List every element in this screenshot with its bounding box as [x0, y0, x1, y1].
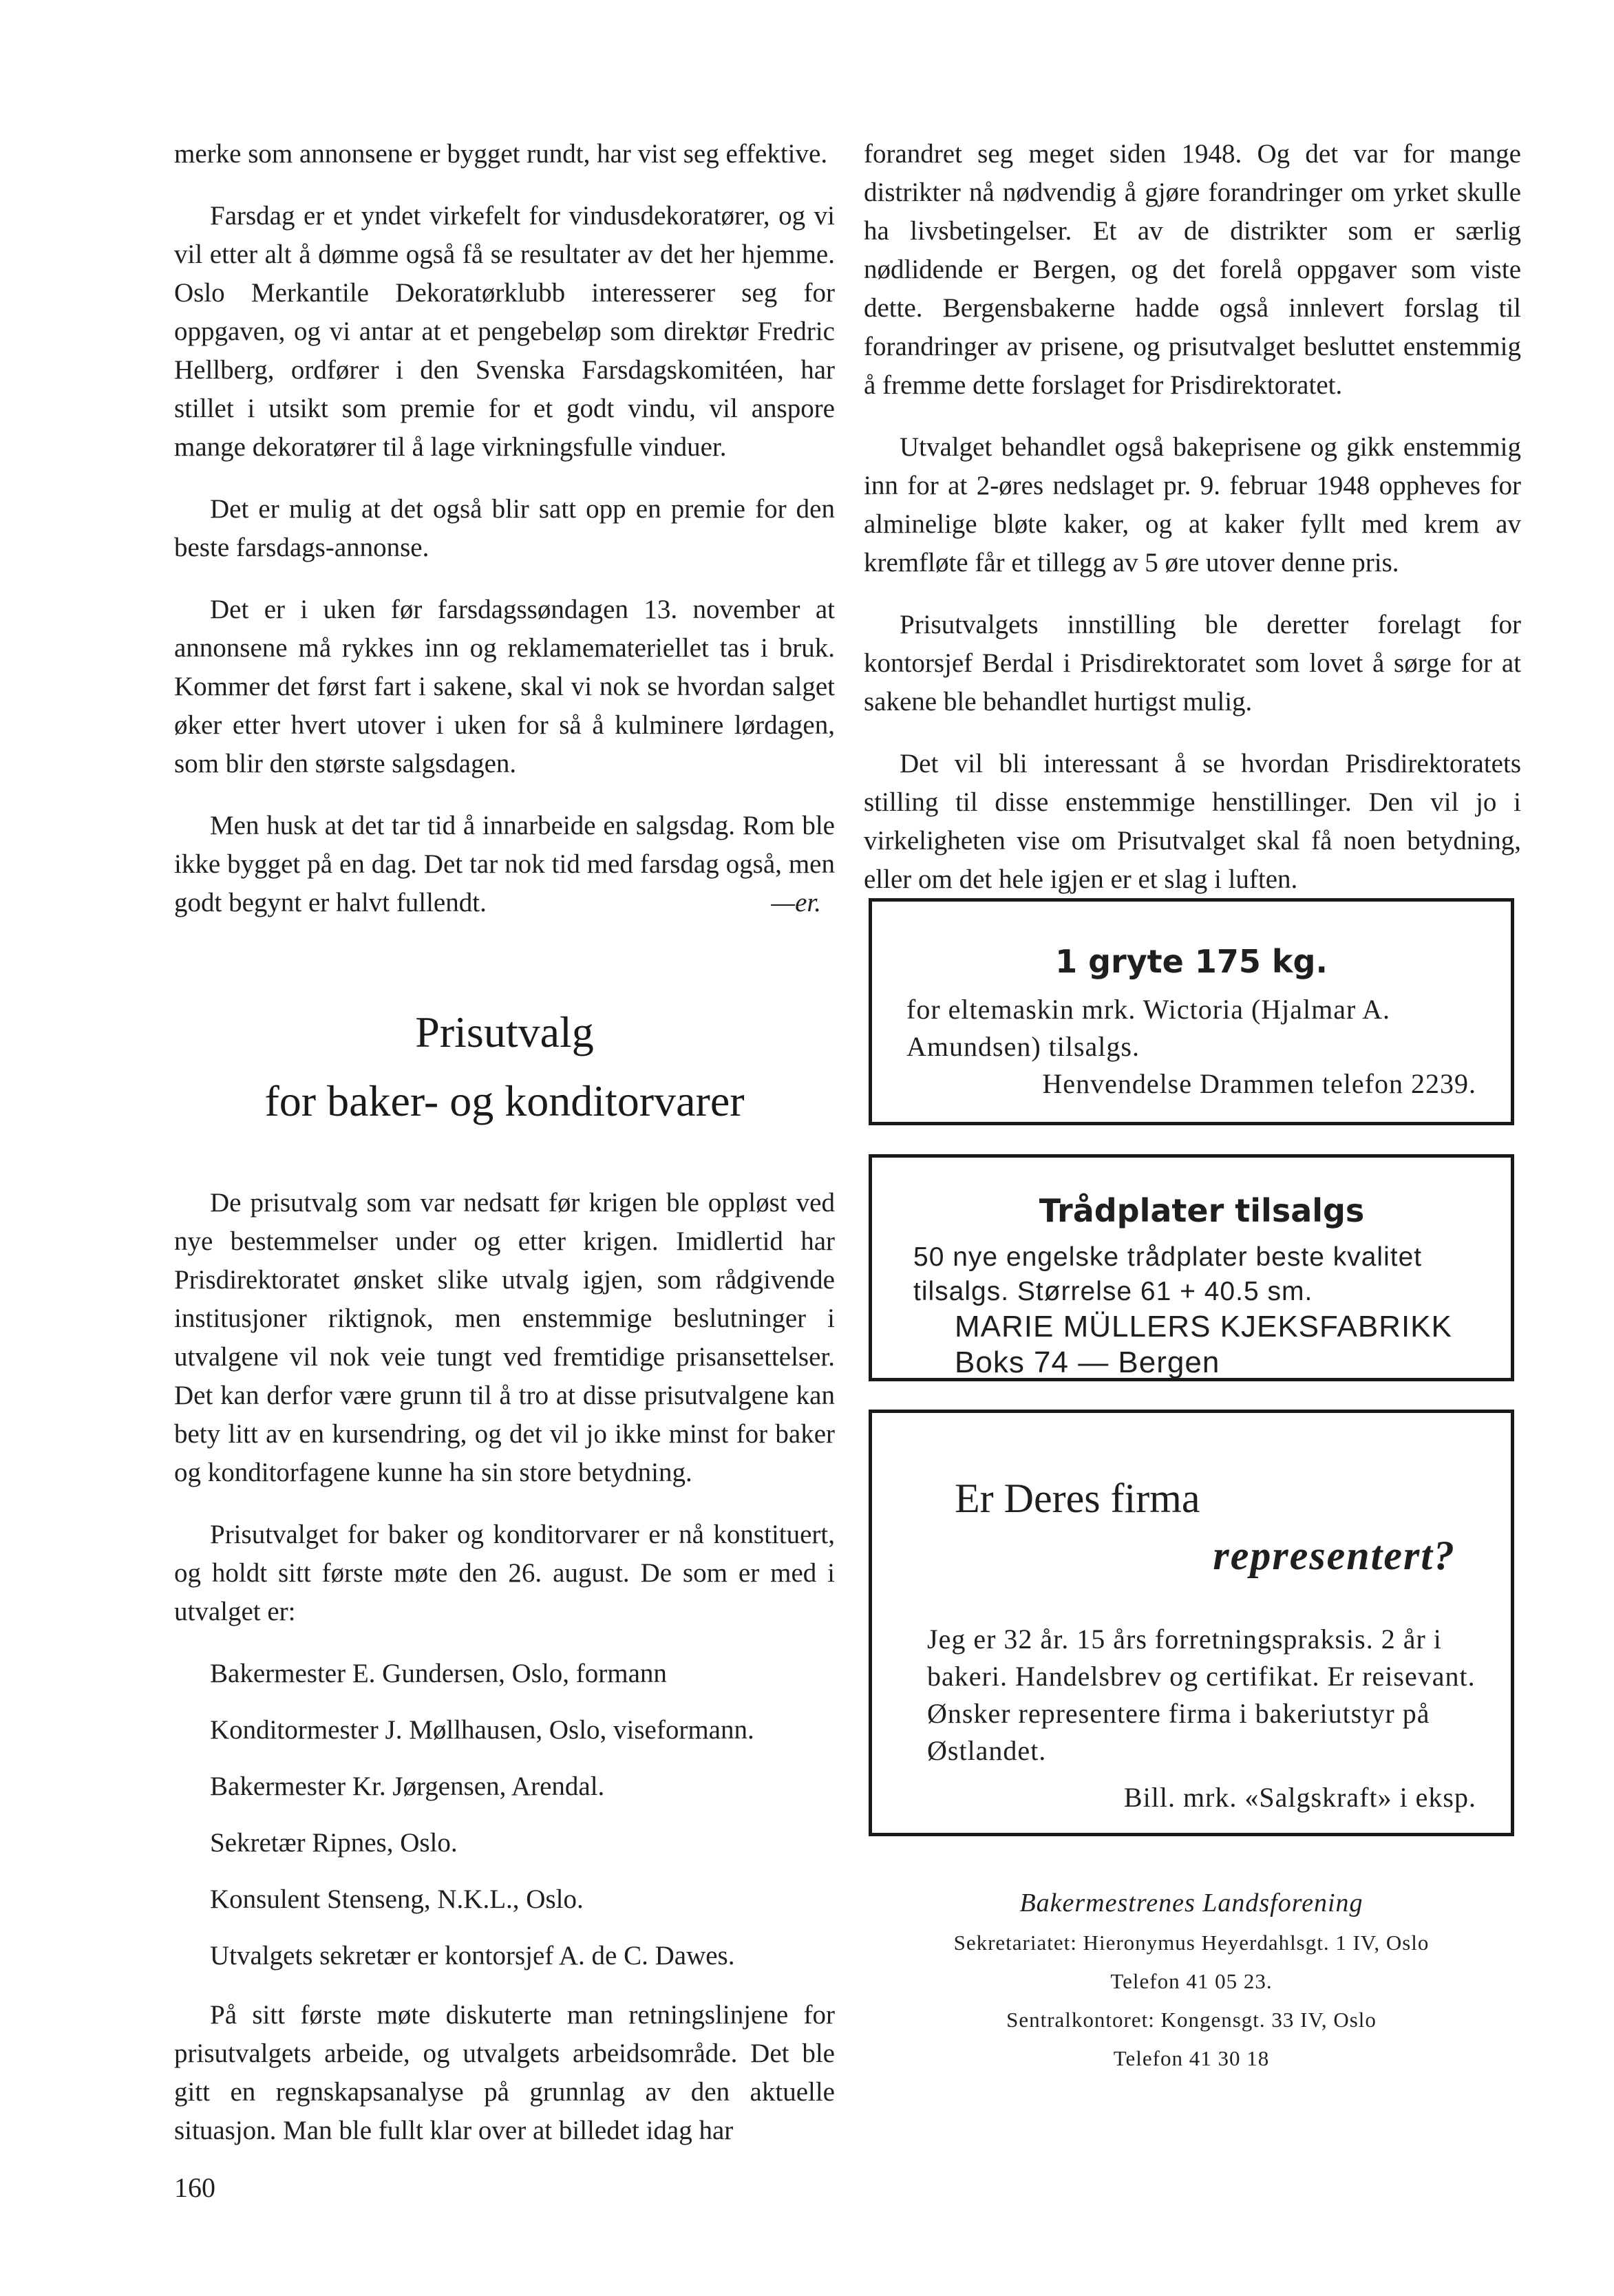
article-heading	[174, 998, 835, 1136]
ad-title: Trådplater tilsalgs	[1039, 1192, 1365, 1229]
paragraph	[174, 807, 835, 922]
paragraph: merke som annonsene er bygget rundt, har vist seg effektive.	[174, 139, 828, 169]
ad-text: 50 nye engelske trådplater beste kvalitet tilsalgs. Størrelse 61 + 40.5 sm.	[913, 1242, 1423, 1306]
paragraph: Farsdag er et yndet virkefelt for vindusdekoratører, og vi vil etter alt å dømme også få se resultater av det her hjemme. Oslo Merkantile Dekoratørklubb interesserer seg for oppgaven, og vi antar at et pengebeløp som direktør Fredric Hellberg, ordfører i den Svenska Farsdagskomitéen, har stillet i utsikt som premie for et godt vindu, vil anspore mange dekoratører til å lage virkningsfulle vinduer.	[174, 201, 835, 462]
association-name: Bakermestrenes Landsforening	[1019, 1889, 1363, 1917]
ad-contact: Henvendelse Drammen telefon 2239.	[1042, 1068, 1476, 1099]
paragraph: De prisutvalg som var nedsatt før krigen ble oppløst ved nye bestemmelser under og etter krigen. Imidlertid har Prisdirektoratet ønsket slike utvalg igjen, som rådgivende institusjoner riktignok, men enstemmige beslutninger i utvalgene vil nok veie tungt ved fremtidige prisansettelser. Det kan derfor være grunn til å tro at disse prisutvalgene kan bety litt av en kursendring, og det vil jo ikke minst for baker og konditorfagene kunne ha sin store betydning.	[174, 1188, 835, 1487]
list-item: Konditormester J. Møllhausen, Oslo, viseformann.	[210, 1715, 754, 1745]
paragraph: Prisutvalget for baker og konditorvarer er nå konstituert, og holdt sitt første møte den 26. august. De som er med i utvalget er:	[174, 1520, 835, 1626]
paragraph: Det vil bli interessant å se hvordan Prisdirektoratets stilling til disse enstemmige henstillinger. Den vil jo i virkeligheten vise om Prisutvalget skal få noen betydning, eller om det hele igjen er et slag i luften.	[864, 749, 1521, 894]
ad-title: 1 gryte 175 kg.	[1055, 943, 1328, 980]
heading-line: for baker- og konditorvarer	[264, 1076, 745, 1125]
ad-heading: Er Deres firma	[955, 1476, 1200, 1521]
page-number: 160	[174, 2172, 215, 2203]
ad-heading-emphasis: representert?	[1213, 1533, 1456, 1578]
member-list	[174, 1655, 835, 1975]
association-footer	[869, 1882, 1514, 2078]
ad-text: for eltemaskin mrk. Wictoria (Hjalmar A. Amundsen) tilsalgs.	[906, 994, 1391, 1062]
right-column	[864, 135, 1521, 922]
heading-line: Prisutvalg	[415, 1008, 594, 1056]
author-signature: —er.	[771, 888, 821, 917]
central-office-address: Sentralkontoret: Kongensgt. 33 IV, Oslo	[1006, 2008, 1377, 2032]
central-office-phone: Telefon 41 30 18	[1113, 2046, 1270, 2070]
secretariat-phone: Telefon 41 05 23.	[1110, 1969, 1273, 1993]
list-item: Bakermester Kr. Jørgensen, Arendal.	[210, 1772, 605, 1801]
paragraph: Utvalget behandlet også bakeprisene og gikk enstemmig inn for at 2-øres nedslaget pr. 9. februar 1948 oppheves for alminelige bløte kaker, og at kaker fyllt med krem av kremfløte får et tillegg av 5 øre utover denne pris.	[864, 432, 1521, 577]
paragraph: Det er mulig at det også blir satt opp en premie for den beste farsdags-annonse.	[174, 494, 835, 562]
ad-reply: Bill. mrk. «Salgskraft» i eksp.	[1123, 1782, 1476, 1813]
list-item: Sekretær Ripnes, Oslo.	[210, 1828, 458, 1858]
paragraph: Prisutvalgets innstilling ble deretter forelagt for kontorsjef Berdal i Prisdirektoratet som lovet å sørge for at sakene ble behandlet hurtigst mulig.	[864, 610, 1521, 716]
paragraph: Det er i uken før farsdagssøndagen 13. november at annonsene må rykkes inn og reklamemateriellet tas i bruk. Kommer det først fart i sakene, skal vi nok se hvordan salget øker etter hvert utover i uken for så å kulminere lørdagen, som blir den største salgsdagen.	[174, 595, 835, 778]
paragraph: På sitt første møte diskuterte man retningslinjene for prisutvalgets arbeide, og utvalgets arbeidsområde. Det ble gitt en regnskapsanalyse på grunnlag av den aktuelle situasjon. Man ble fullt klar over at billedet idag har	[174, 2000, 835, 2145]
classified-ad-tradplater	[869, 1154, 1514, 1381]
secretariat-address: Sekretariatet: Hieronymus Heyerdahlsgt. 1 IV, Oslo	[953, 1931, 1430, 1955]
ad-address: Boks 74 — Bergen	[955, 1346, 1220, 1379]
paragraph-text: Men husk at det tar tid å innarbeide en salgsdag. Rom ble ikke bygget på en dag. Det tar nok tid med farsdag også, men godt begynt er halvt fullendt.	[174, 811, 835, 917]
ad-company: MARIE MÜLLERS KJEKSFABRIKK	[955, 1310, 1452, 1343]
classified-ad-gryte	[869, 898, 1514, 1125]
ad-text: Jeg er 32 år. 15 års forretningspraksis. 2 år i bakeri. Handelsbrev og certifikat. Er reisevant. Ønsker representere firma i bakeriutstyr på Østlandet.	[927, 1624, 1476, 1766]
paragraph: forandret seg meget siden 1948. Og det var for mange distrikter nå nødvendig å gjøre forandringer om yrket skulle ha livsbetingelser. Et av de distrikter som er særlig nødlidende er Bergen, og det forelå oppgaver som viste dette. Bergensbakerne hadde også innlevert forslag til forandringer av prisene, og prisutvalget besluttet enstemmig å fremme dette forslaget for Prisdirektoratet.	[864, 139, 1521, 400]
classified-ad-representant	[869, 1410, 1514, 1836]
list-item: Utvalgets sekretær er kontorsjef A. de C. Dawes.	[210, 1941, 735, 1970]
list-item: Konsulent Stenseng, N.K.L., Oslo.	[210, 1884, 584, 1914]
list-item: Bakermester E. Gundersen, Oslo, formann	[210, 1659, 667, 1688]
left-column	[174, 135, 835, 2173]
